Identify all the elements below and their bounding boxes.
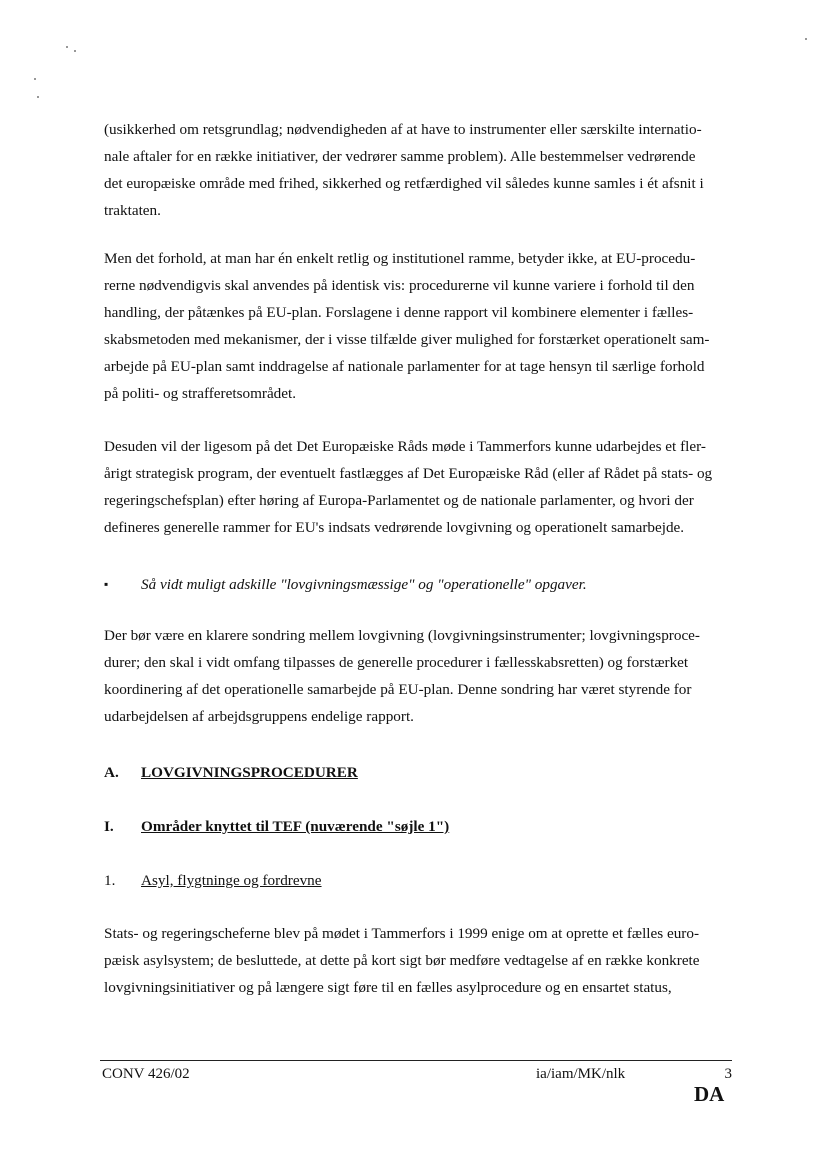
text-line: handling, der påtænkes på EU-plan. Forslagene i denne rapport vil kombinere elementer i fælles-	[104, 304, 694, 322]
text-line: Stats- og regeringscheferne blev på mødet i Tammerfors i 1999 enige om at oprette et fælles euro-	[104, 925, 699, 942]
subsection-number: 1.	[104, 872, 116, 889]
section-heading-a	[104, 759, 664, 786]
text-line: på politi- og strafferetsområdet.	[104, 385, 297, 403]
language-code: DA	[694, 1082, 725, 1106]
footer-divider	[100, 1060, 732, 1061]
text-line: durer; den skal i vidt omfang tilpasses de generelle procedurer i fællesskabsretten) og forstærket	[104, 654, 689, 672]
text-line: Men det forhold, at man har én enkelt retlig og institutionel ramme, betyder ikke, at EU-procedu-	[104, 250, 696, 267]
paragraph-2	[104, 245, 730, 408]
text-line: defineres generelle rammer for EU's indsats vedrørende lovgivning og operationelt samarbejde.	[104, 519, 685, 537]
text-line: arbejde på EU-plan samt inddragelse af nationale parlamenter for at tage hensyn til særlige forhold	[104, 358, 705, 376]
section-title: LOVGIVNINGSPROCEDURER	[141, 764, 358, 781]
bullet-marker: ▪	[104, 577, 109, 591]
text-line: traktaten.	[104, 202, 161, 220]
section-heading-i	[104, 813, 664, 840]
scan-speck	[805, 38, 807, 40]
text-line: det europæiske område med frihed, sikkerhed og retfærdighed vil således kunne samles i ét afsnit i	[104, 175, 704, 193]
text-line: Der bør være en klarere sondring mellem lovgivning (lovgivningsinstrumenter; lovgivningsproce-	[104, 627, 700, 644]
text-line: pæisk asylsystem; de besluttede, at dette på kort sigt bør medføre vedtagelse af en række konkrete	[104, 952, 700, 970]
text-line: skabsmetoden med mekanismer, der i visse tilfælde giver mulighed for forstærket operationelt sam-	[104, 331, 710, 349]
text-line: udarbejdelsen af arbejdsgruppens endelige rapport.	[104, 708, 414, 726]
text-line: årigt strategisk program, der eventuelt fastlægges af Det Europæiske Råd (eller af Rådet på stats- og	[104, 465, 713, 483]
scan-speck	[74, 50, 76, 52]
text-line: regeringschefsplan) efter høring af Europa-Parlamentet og de nationale parlamenter, og hvori der	[104, 492, 694, 510]
subsection-title: Asyl, flygtninge og fordrevne	[141, 872, 322, 889]
scan-speck	[66, 46, 68, 48]
paragraph-5	[104, 920, 730, 1001]
text-line: nale aftaler for en række initiativer, der vedrører samme problem). Alle bestemmelser vedrørende	[104, 148, 696, 166]
document-reference: CONV 426/02	[102, 1066, 190, 1082]
section-number: I.	[104, 818, 114, 835]
subsection-heading-1	[104, 867, 664, 894]
author-initials: ia/iam/MK/nlk	[536, 1066, 626, 1082]
text-line: Desuden vil der ligesom på det Det Europæiske Råds møde i Tammerfors kunne udarbejdes et fler-	[104, 438, 706, 455]
bullet-text: Så vidt muligt adskille "lovgivningsmæssige" og "operationelle" opgaver.	[141, 576, 587, 593]
scan-speck	[34, 78, 36, 80]
paragraph-1	[104, 116, 730, 224]
section-number: A.	[104, 764, 119, 781]
text-line: (usikkerhed om retsgrundlag; nødvendigheden af at have to instrumenter eller særskilte internatio-	[104, 121, 702, 138]
paragraph-3	[104, 433, 730, 541]
scan-speck	[37, 96, 39, 98]
text-line: rerne nødvendigvis skal anvendes på identisk vis: procedurerne vil kunne variere i forhold til den	[104, 277, 695, 295]
paragraph-4	[104, 622, 730, 730]
page-number: 3	[724, 1066, 732, 1082]
section-title: Områder knyttet til TEF (nuværende "søjle 1")	[141, 818, 450, 835]
text-line: lovgivningsinitiativer og på længere sigt føre til en fælles asylprocedure og en ensartet status,	[104, 979, 672, 997]
text-line: koordinering af det operationelle samarbejde på EU-plan. Denne sondring har været styrende for	[104, 681, 692, 699]
